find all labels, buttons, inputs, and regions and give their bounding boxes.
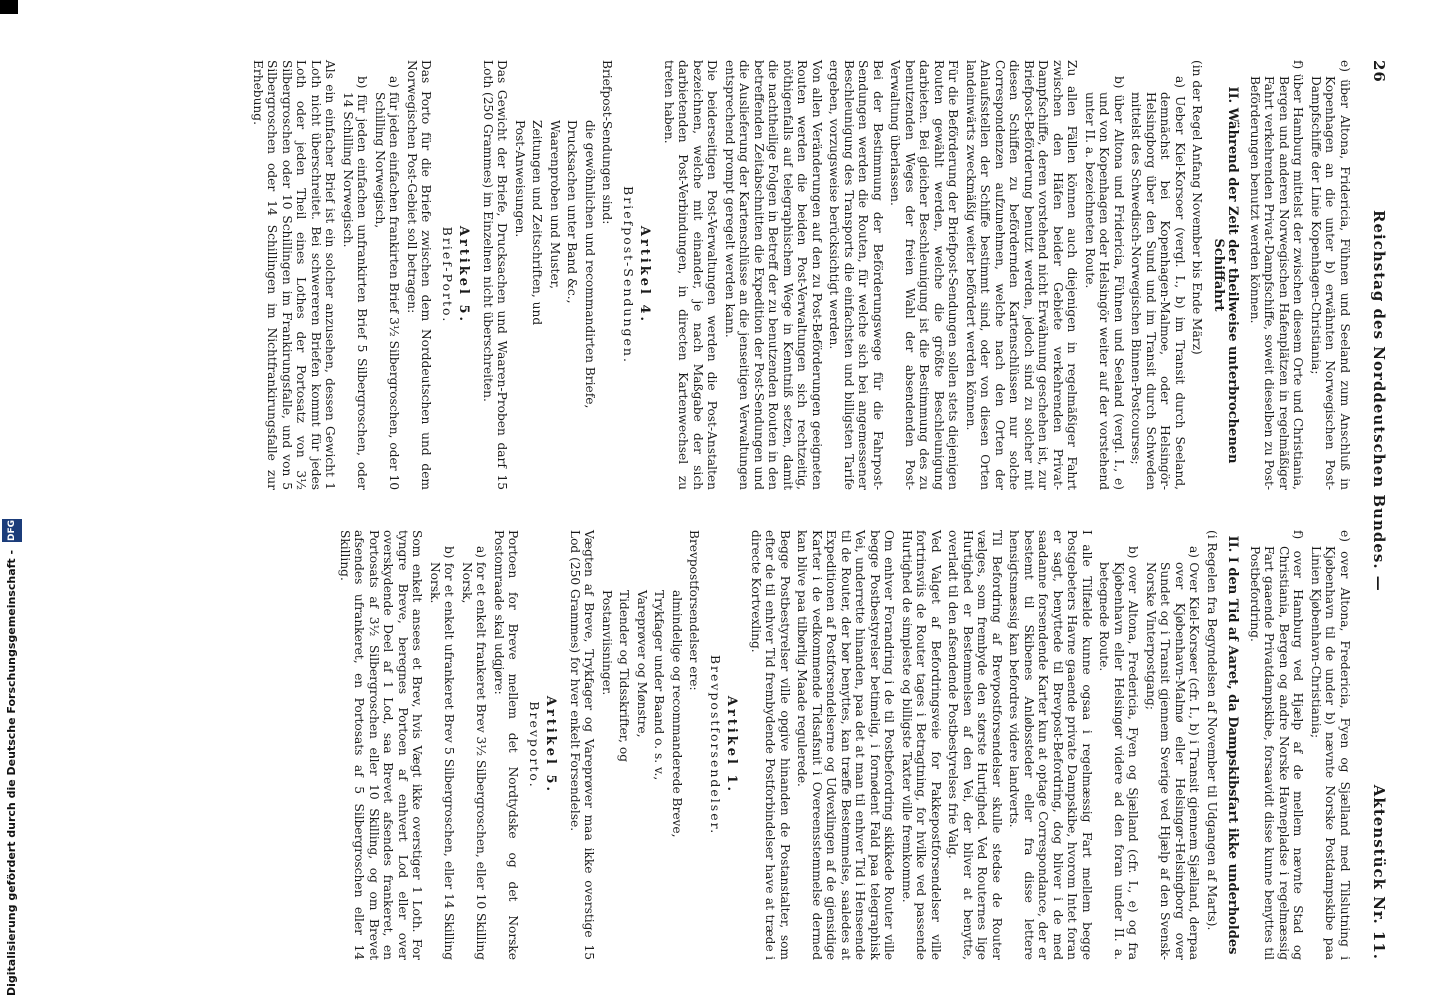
article-1-intro: Brevpostforsendelser ere:: [687, 530, 702, 691]
list-item: Waarenproben und Muster,: [548, 120, 562, 290]
paragraph: I alle Tilfælde kunne ogsaa i regelmæssig Fart mellem begge Postgebeters Havne gaaende private Dampskibe, hvorom Intet foran er sagt, benyttede til Brevpost-Befordring, dog bliver i de med saadanne forsendende Karter kun at optage Correspondance, der er bestemt til Skibenes Anløbssteder eller fra disse lettere hensigtsmæssig kan befordres videre landverts.: [1007, 530, 1094, 960]
list-item: die gewöhnlichen und recommandirten Briefe,: [583, 120, 597, 409]
list-item: Drucksachen unter Band &c.,: [565, 120, 580, 304]
article-1-heading: Artikel 1.: [724, 695, 740, 795]
article-4-heading: Artikel 4.: [637, 225, 653, 325]
paragraph: Zu allen Fällen können auch diejenigen in regelmäßiger Fahrt zwischen den Häfen beider Gebiete verkehrenden Privat-Dampfschiffe, deren vorstehend nicht Erwähnung geschehen ist, zur Briefpost-Beförderung benutzt werden, jedoch sind zu solcher mit diesen Schiffen zu befördernden Kartenschlüssen nur solche Correspondenzen aufzunehmen, welche nach den Orten der Anlaufsstellen der Schiffe bestimmt sind, oder von diesen Orten landeinwärts zweckmäßig weiter befördert werden können.: [964, 60, 1080, 490]
route-item-f: f) over Hamburg ved Hjælp af de mellem nævnte Stad og Christiania, Bergen og andre Norske Havnepladse i regelmæssig Fart gaaende Privatdampskibe, forsaavidt disse kunne benyttes til Postbefordring.: [1248, 530, 1306, 960]
article-5-intro: Portoen for Breve mellem det Nordtydske og det Norske Postomraade skal udgjøre:: [492, 530, 521, 960]
article-5-heading: Artikel 5.: [543, 695, 559, 795]
paragraph: Vægten af Breve, Trykfager og Vareprøver maa ikke overstige 15 Lod (250 Grammes) for hver enkelt Forsendelse.: [568, 530, 597, 960]
rate-item-b: b) für jeden einfachen unfrankirten Brief 5 Silbergroschen, oder 14 Schilling Norwegisch.: [341, 76, 370, 490]
dfg-logo: DFG: [2, 519, 22, 542]
list-item: almindelige og recommanderede Breve,: [670, 590, 684, 838]
paragraph: Als ein einfacher Brief ist ein solcher anzusehen, dessen Gewicht 1 Loth nicht überschreitet. Bei schwereren Briefen kommt für jedes Loth oder jeden Theil eines Lothes der Portosatz von 3½ Silbergroschen oder 10 Schillingen im Frankirungsfalle, und von 5 Silbergroschen oder 14 Schillingen im Nichtfrankirungsfalle zur Erhebung.: [251, 60, 338, 490]
paragraph: Von allen Veränderungen auf den zu Post-Beförderungen geeigneten Routen werden die beiden Post-Verwaltungen sich rechtzeitig, nöthigenfalls auf telegraphischem Wege in Kenntniß setzen, damit die nachtheilige Folgen in Betreff der zu benutzenden Routen in den betreffenden Zeitabschnitten die Expedition der Post-Sendungen und die Auslieferung der Kartenschlüsse an die jenseitigen Verwaltungen entsprechend prompt geregelt werden kann.: [723, 60, 824, 490]
route-item-a: a) Ueber Kiel-Korsoer (vergl. I., b) im Transit durch Seeland, demnächst bei Kopenhagen-Malmoe, oder Helsingör-Helsingborg über den Sund und im Transit durch Schweden mittelst des Schwedisch-Norwegischen Binnen-Postcourses;: [1129, 76, 1187, 490]
german-column: [248, 60, 1353, 490]
article-4-intro: Briefpost-Sendungen sind:: [600, 60, 615, 225]
route-item-f: f) über Hamburg mittelst der zwischen diesem Orte und Christiania, Bergen und anderen Norwegischen Hafenplätzen in regelmäßiger Fahrt verkehrenden Privat-Dampfschiffe, soweit dieselben zu Post-Beförderungen benutzt werden können.: [1248, 60, 1306, 490]
rate-item-a: a) für jeden einfachen frankirten Brief 3½ Silbergroschen, oder 10 Schilling Norwegisch,: [373, 76, 402, 490]
page-number: 26: [1370, 60, 1388, 83]
article-4-subheading: Briefpost-Sendungen.: [621, 186, 636, 364]
paragraph: Om enhver Forandring i de til Postbefordring skikkede Router ville begge Postbestyrelser betimelig, i fornødent Fald paa telegraphisk Vei, underrette hinanden, paa det at man til enhver Tid i Henseende til de Router, der bør benyttes, kan træffe Bestemmelse, saaledes at Expeditionen af Postforsendelserne og Udvexlingen af de gjensidige Karter i de vedkommende Tidsafsnit i Overeensstemmelse dermed kan blive paa tilbørlig Maade regulerede.: [795, 530, 897, 960]
rate-item-b: b) for et enkelt ufrankeret Brev 5 Silbergroschen, eller 14 Skilling Norsk.: [428, 546, 457, 960]
route-item-b: b) über Altona und Fridericia, Fühnen und Seeland (vergl. I., e) und von Kopenhagen oder Helsingör weiter auf der vorstehend unter II. a. bezeichneten Route.: [1083, 76, 1126, 490]
running-head-title: Reichstag des Norddeutschen Bundes. —: [1370, 210, 1388, 592]
route-item-e: e) über Altona, Fridericia, Fühnen und Seeland zum Anschluß in Kopenhagen an die unter b) erwähnten Norwegischen Post-Dampfschiffe der Linie Kopenhagen-Christiania;: [1309, 60, 1352, 490]
running-head: [1362, 60, 1392, 960]
section-period: (i Regelen fra Begyndelsen af November til Udgangen af Marts).: [1205, 530, 1219, 931]
list-item: Postanviisninger.: [600, 590, 614, 696]
section-period: (in der Regel Anfang November bis Ende März): [1190, 60, 1205, 355]
paragraph: Som enkelt ansees et Brev, hvis Vægt ikke overstiger 1 Loth. For tyngre Breve, beregnes Portoen af enhvert Lod eller over overskydende Deel af 1 Lod, saa Brevet afsendes frankeret, en Portosats af 3½ Silbergroschen eller 10 Skilling, og om Brevet afsendes ufrankeret, en Portosats af 5 Silbergroschen eller 14 Skilling.: [338, 530, 425, 960]
paragraph: Die beiderseitigen Post-Verwaltungen werden die Post-Anstalten bezeichnen, welche mit einander, je nach Maßgabe der sich darbietenden Post-Verbindungen, in directen Kartenwechsel zu treten haben.: [662, 60, 720, 490]
paragraph: Bei der Bestimmung der Beförderungswege für die Fahrpost-Sendungen werden die Routen, für welche sich bei angemessener Beschleunigung des Transports die einfachsten und billigsten Tarife ergeben, vorzugsweise berücksichtigt werden.: [827, 60, 885, 490]
article-5-intro: Das Porto für die Briefe zwischen dem Norddeutschen und dem Norwegischen Post-Gebiet soll betragen:: [405, 60, 434, 490]
page-content: [12, 60, 1392, 960]
paragraph: Für die Beförderung der Briefpost-Sendungen sollen stets diejenigen Routen gewählt werden, welche die größte Beschleunigung darbieten. Bei gleicher Beschleunigung ist die Bestimmung des zu benutzenden Weges der freien Wahl der absendenden Post-Verwaltung überlassen.: [888, 60, 961, 490]
danish-column: [335, 530, 1353, 960]
route-item-e: e) over Altona, Fredericia, Fyen og Sjælland med Tilslutning i Kjøbenhavn til de under b) nævnte Norske Postdampskibe paa Linien Kjøbenhavn-Christiania;: [1309, 530, 1352, 960]
article-1-subheading: Brevpostforsendelser.: [708, 654, 723, 836]
list-item: Zeitungen und Zeitschriften, und: [530, 120, 545, 326]
route-item-a: a) Over Kiel-Korsøer (cfr. I., b) i Transit gjennem Sjælland, derpaa over Kjøbenhavn-Malmø eller Helsingør-Helsingborg over Sundet og i Transit gjennem Sverige ved Hjælp af den Svensk-Norske Vinterpostgang;: [1144, 546, 1202, 960]
paragraph: Begge Postbestyrelser ville opgive hinanden de Postanstalter, som efter de til enhver Tid frembydende Postforbindelser have at træde i directe Kortvexling.: [749, 530, 792, 960]
document-number: Aktenstück Nr. 11.: [1370, 784, 1388, 960]
list-item: Vareprøver og Mønstre,: [635, 590, 649, 738]
paragraph: Das Gewicht der Briefe, Drucksachen und Waaren-Proben darf 15 Loth (250 Grammes) im Einzelnen nicht überschreiten.: [481, 60, 510, 490]
digitization-note-text: Digitalisierung gefördert durch die Deutsche Forschungsgemeinschaft -: [5, 549, 18, 996]
article-5-subheading: Brevporto.: [527, 701, 542, 789]
paragraph: Til Befordring af Brevpostforsendelser skulle stedse de Router vælges, som frembyde den største Hurtighed. Ved Routernes lige Hurtighed er Bestemmelsen af den Vei, der bliver at benytte, overladt til den afsendende Postbestyrelses frie Valg.: [946, 530, 1004, 960]
section-heading: II. Während der Zeit der theilweise unterbrochenen Schiffahrt: [1211, 86, 1241, 464]
article-5-subheading: Brief-Porto.: [440, 226, 455, 324]
article-5-heading: Artikel 5.: [456, 225, 472, 325]
paragraph: Ved Valget af Befordringsveie for Pakkepostforsendelser ville fortrinsviis de Router tages i Betragtning, for hvilke ved passende Hurtighed de simpleste og billigste Taxter ville fremkomme.: [900, 530, 943, 960]
route-item-b: b) over Altona, Fredericia, Fyen og Sjælland (cfr. I., e) og fra Kjøbenhavn eller Helsingør videre ad den foran under II. a. betegnede Route.: [1097, 546, 1141, 960]
section-heading: II. I den Tid af Aaret, da Dampskibsfart ikke underholdes: [1225, 535, 1241, 955]
list-item: Tidender og Tidsskrifter, og: [617, 590, 632, 763]
list-item: Trykfager under Baand o. s. v.,: [652, 590, 667, 781]
rate-item-a: a) for et enkelt frankeret Brev 3½ Silbergroschen, eller 10 Skilling Norsk,: [460, 546, 489, 960]
list-item: Post-Anweisungen.: [513, 120, 527, 238]
